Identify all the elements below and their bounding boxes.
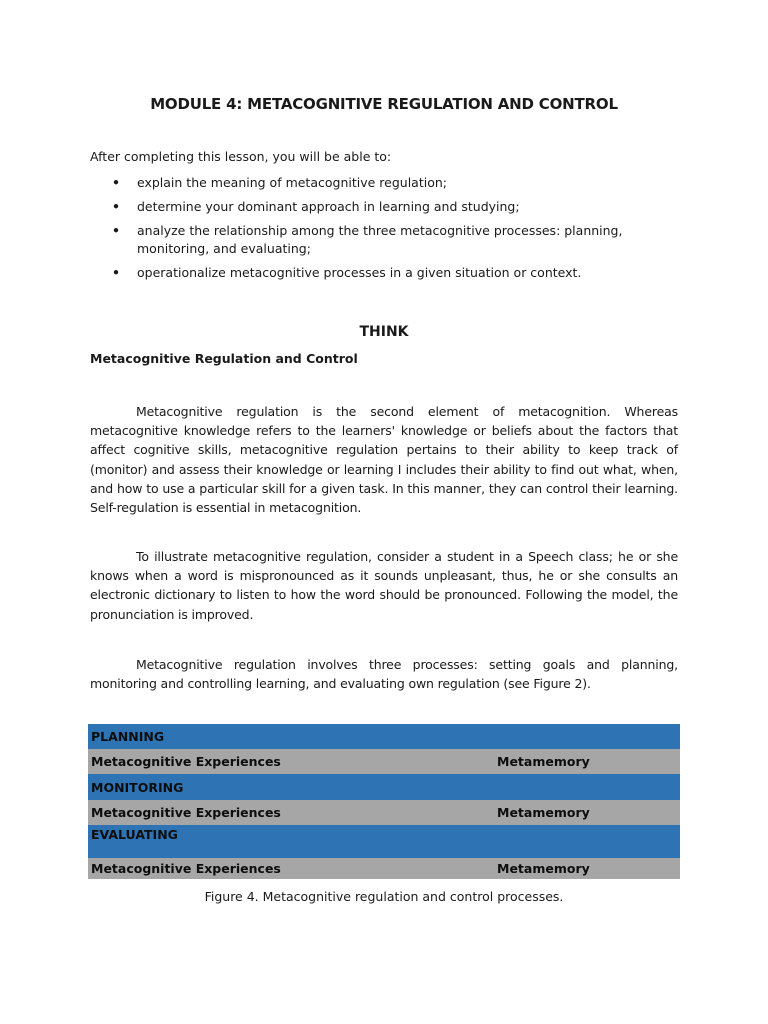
table-row	[88, 800, 680, 825]
cell-right: Metamemory	[494, 858, 680, 879]
bullet-icon: •	[112, 265, 120, 280]
cell-right: Metamemory	[494, 800, 680, 825]
page-title: MODULE 4: METACOGNITIVE REGULATION AND CONTROL	[150, 95, 618, 113]
process-label: PLANNING	[88, 724, 680, 749]
table-row	[88, 749, 680, 774]
table-row	[88, 858, 680, 879]
figure-table	[88, 724, 680, 879]
subheading: Metacognitive Regulation and Control	[90, 351, 358, 366]
list-item	[90, 222, 680, 258]
bullet-icon: •	[112, 223, 120, 238]
process-label: EVALUATING	[88, 825, 680, 858]
objective-text: operationalize metacognitive processes in a given situation or context.	[137, 265, 582, 280]
table-row	[88, 774, 680, 800]
objective-text: determine your dominant approach in learning and studying;	[137, 199, 520, 214]
objectives-list	[90, 174, 680, 288]
list-item	[90, 174, 680, 192]
figure-caption: Figure 4. Metacognitive regulation and control processes.	[204, 889, 564, 904]
paragraph: To illustrate metacognitive regulation, consider a student in a Speech class; he or she knows when a word is mispronounced as it sounds unpleasant, thus, he or she consults an electronic dictionary to listen to how the word should be pronounced. Following the model, the pronunciation is improved.	[90, 549, 678, 622]
list-item	[90, 264, 680, 282]
cell-left: Metacognitive Experiences	[88, 749, 494, 774]
bullet-icon: •	[112, 175, 120, 190]
paragraph: Metacognitive regulation is the second element of metacognition. Whereas metacognitive knowledge refers to the learners' knowledge or beliefs about the factors that affect cognitive skills, metacognitive regulation pertains to their ability to keep track of (monitor) and assess their knowledge or learning I includes their ability to find out what, when, and how to use a particular skill for a given task. In this manner, they can control their learning. Self-regulation is essential in metacognition.	[90, 404, 678, 516]
table-row	[88, 825, 680, 858]
objective-text: analyze the relationship among the three metacognitive processes: planning, monitoring, and evaluating;	[137, 223, 623, 256]
paragraph: Metacognitive regulation involves three processes: setting goals and planning, monitoring and controlling learning, and evaluating own regulation (see Figure 2).	[90, 657, 678, 692]
cell-left: Metacognitive Experiences	[88, 858, 494, 879]
process-label: MONITORING	[88, 774, 680, 800]
cell-right: Metamemory	[494, 749, 680, 774]
cell-left: Metacognitive Experiences	[88, 800, 494, 825]
bullet-icon: •	[112, 199, 120, 214]
list-item	[90, 198, 680, 216]
table-row	[88, 724, 680, 749]
intro-text: After completing this lesson, you will be able to:	[90, 149, 392, 164]
section-heading: THINK	[359, 324, 409, 340]
objective-text: explain the meaning of metacognitive regulation;	[137, 175, 447, 190]
